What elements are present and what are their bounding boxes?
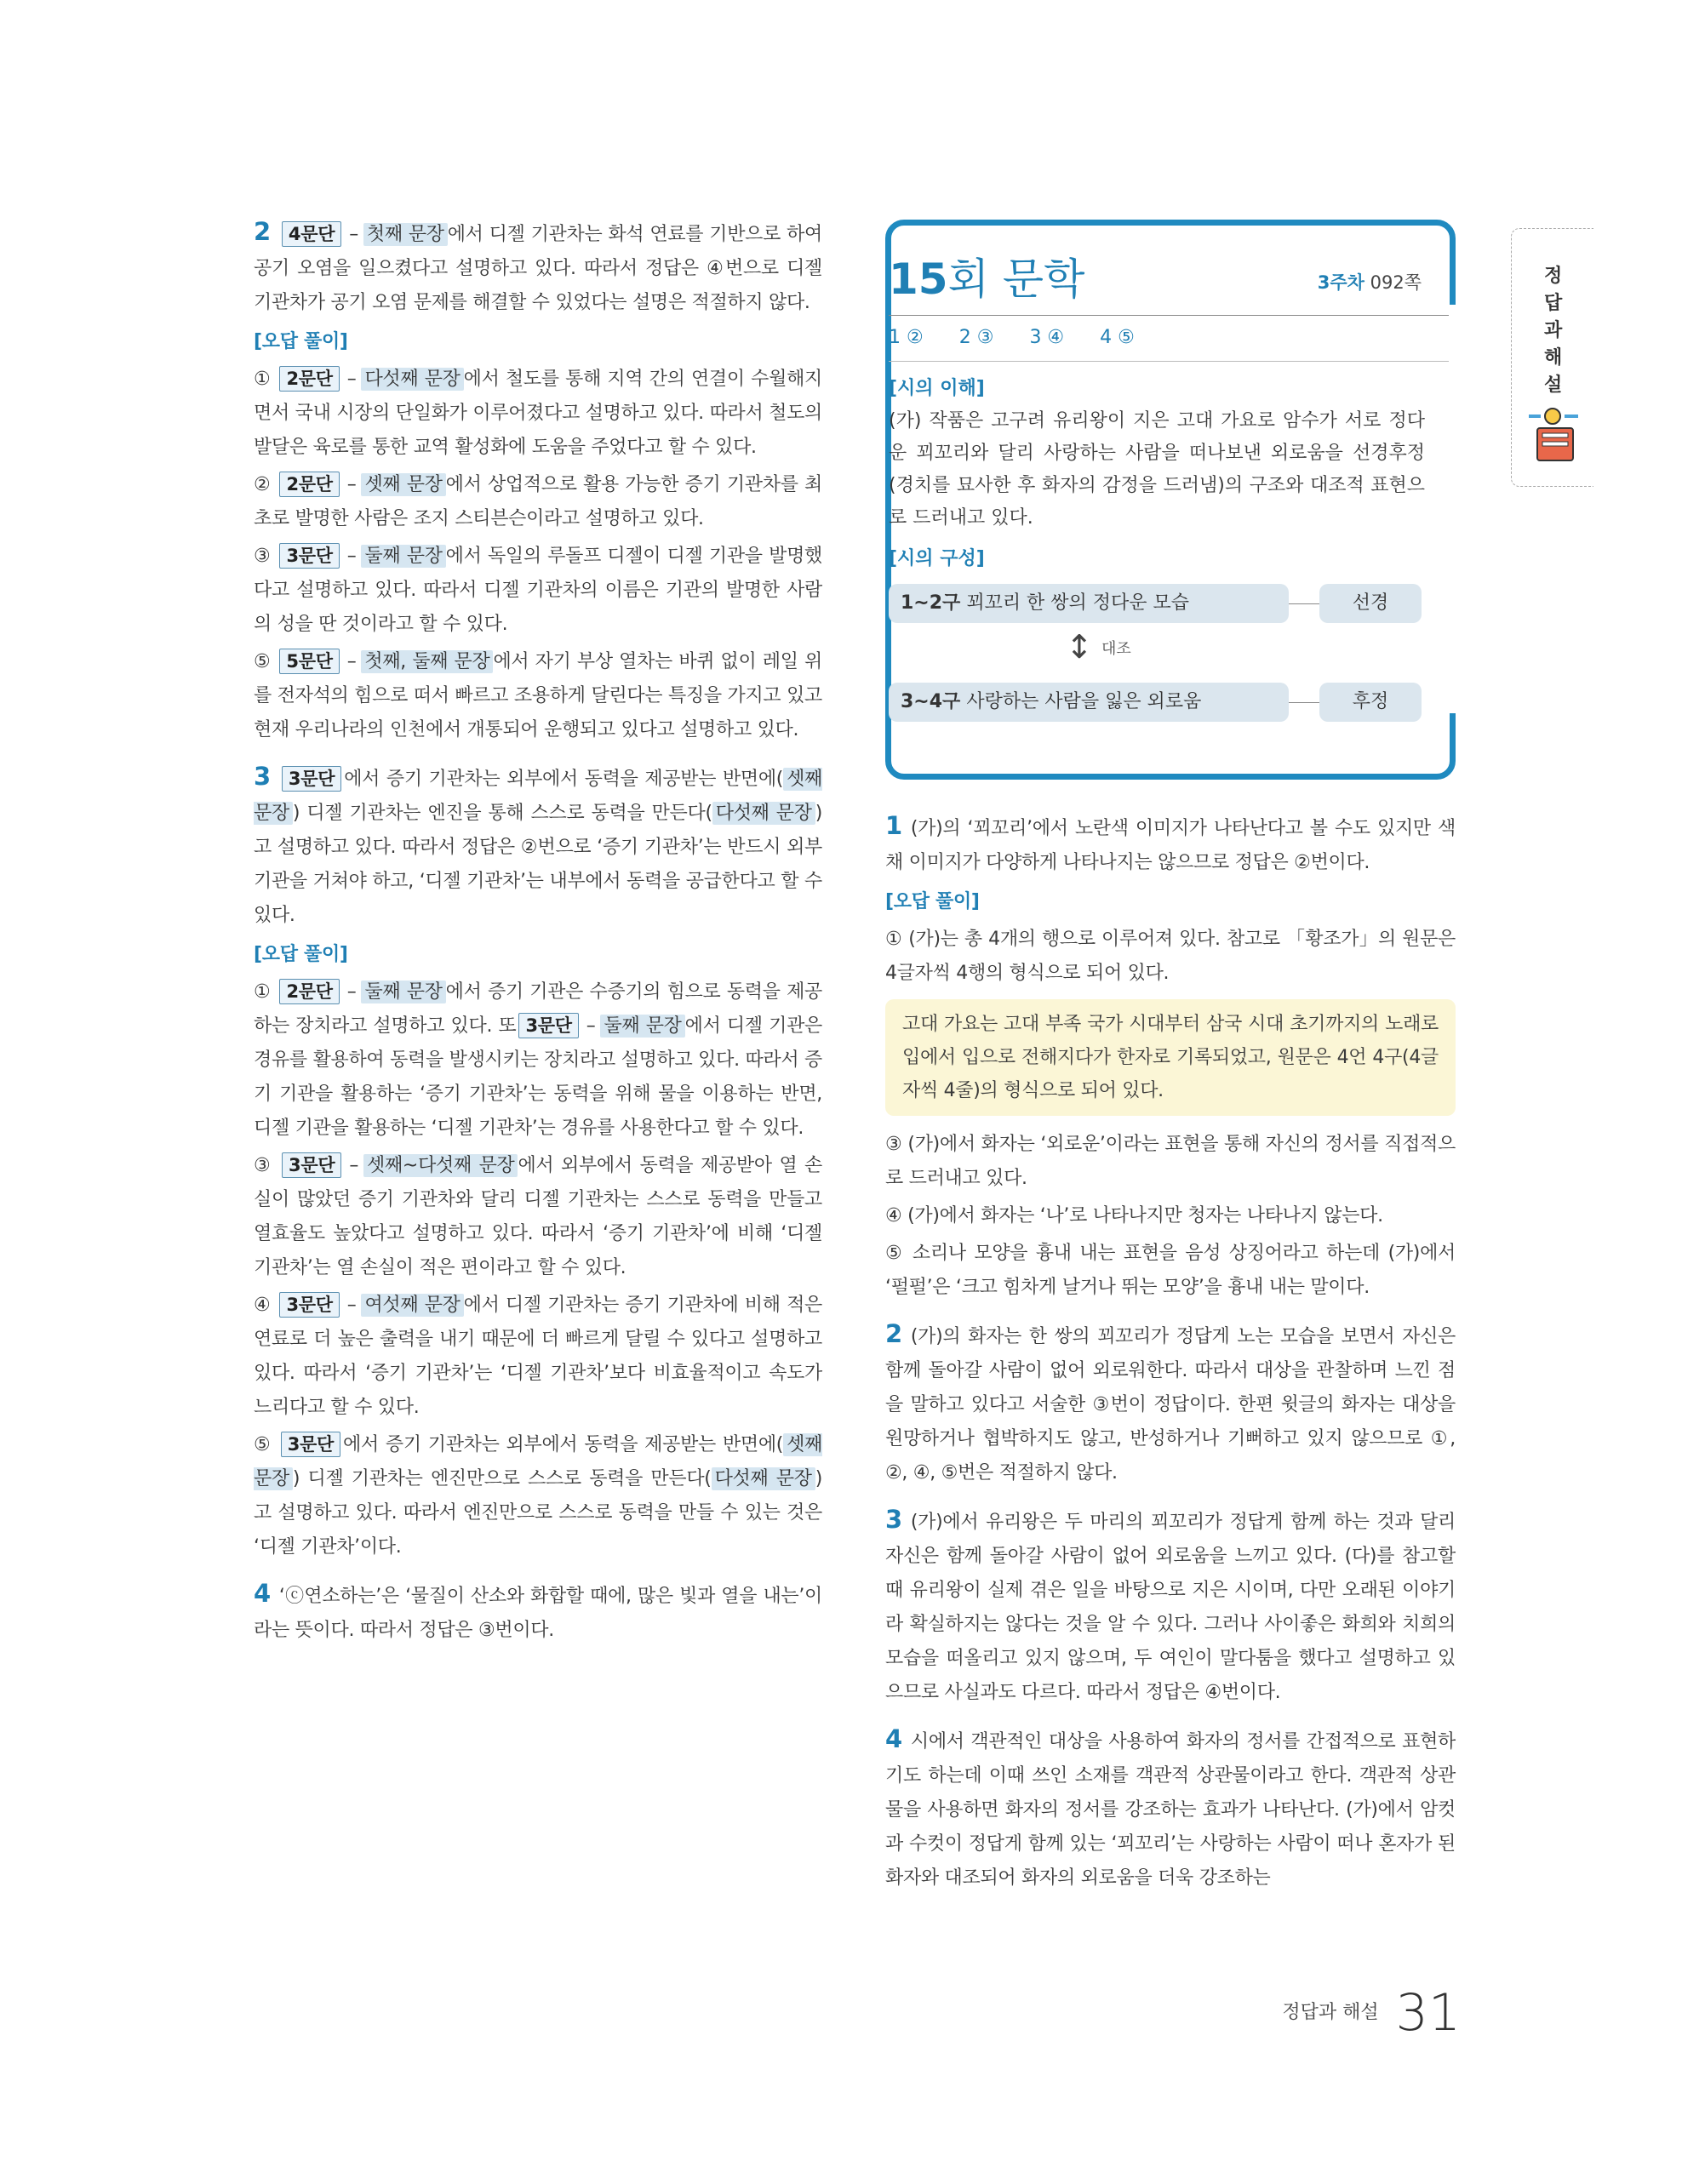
poem-understanding xyxy=(889,373,1425,575)
answer-4: 4 시에서 객관적인 대상을 사용하여 화자의 정서를 간접적으로 표현하기도 하는데 이때 쓰인 소재를 객관적 상관물이라고 한다. 객관적 상관물을 사용하면 화자의 정서를 강조하는 효과가 나타난다. (가)에서 암컷과 수컷이 정답게 함께 있는 ‘꾀꼬리’는 사랑하는 사람이 떠나 혼자가 된 화자와 대조되어 화자의 외로움을 더욱 강조하는 xyxy=(885,1724,1456,1889)
explanation-item: ① (가)는 총 4개의 행으로 이루어져 있다. 참고로 「황조가」의 원문은 4글자씩 4행의 형식으로 되어 있다. xyxy=(885,929,1456,984)
right-column xyxy=(885,809,1456,1895)
sentence-ref: 둘째 문장 xyxy=(361,981,445,1003)
section-text: (가) 작품은 고구려 유리왕이 지은 고대 가요로 암수가 서로 정다운 꾀꼬리와 달리 사랑하는 사람을 떠나보낸 외로움을 선경후정(경치를 묘사한 후 화자의 감정을 드러냄)의 구조와 대조적 표현으로 드러내고 있다. xyxy=(889,410,1425,529)
wrong-answer-heading: [오답 풀이] xyxy=(254,331,348,352)
sentence-ref: 다섯째 문장 xyxy=(712,802,815,825)
question-number: 3 xyxy=(254,762,271,791)
answer-2: 2 4문단 – 첫째 문장 에서 디젤 기관차는 화석 연료를 기반으로 하여 공기 오염을 일으켰다고 설명하고 있다. 따라서 정답은 ④번으로 디젤 기관차가 공기 오염 문제를 해결할 수 있었다는 설명은 적절하지 않다. xyxy=(254,217,822,313)
double-arrow-icon: ↕ xyxy=(1066,628,1093,666)
left-column xyxy=(254,214,822,1648)
section-heading: [시의 이해] xyxy=(889,378,985,399)
paragraph-ref: 4문단 xyxy=(282,221,341,247)
sentence-ref: 셋째 문장 xyxy=(254,769,822,824)
explanation-item: ③ 3문단 – 둘째 문장 에서 독일의 루돌프 디젤이 디젤 기관을 발명했다고 설명하고 있다. 따라서 디젤 기관차의 이름은 기관의 발명한 사람의 성을 딴 것이라고 할 수 있다. xyxy=(254,540,822,642)
explanation-item: ⑤ 3문단 에서 증기 기관차는 외부에서 동력을 제공받는 반면에( 셋째 문장 ) 디젤 기관차는 엔진만으로 스스로 동력을 만든다( 다섯째 문장 )고 설명하고 있다. 따라서 엔진만으로 스스로 동력을 만들 수 있는 것은 ‘디젤 기관차’이다. xyxy=(254,1428,822,1564)
sentence-ref: 셋째 문장 xyxy=(254,1434,822,1489)
explanation-item: ② 2문단 – 셋째 문장 에서 상업적으로 활용 가능한 증기 기관차를 최초로 발명한 사람은 조지 스티븐슨이라고 설명하고 있다. xyxy=(254,468,822,536)
sentence-ref: 둘째 문장 xyxy=(600,1015,684,1038)
paragraph-ref: 3문단 xyxy=(279,1292,339,1318)
explanation-item: ① 2문단 – 둘째 문장 에서 증기 기관은 수증기의 힘으로 동력을 제공하는 장치라고 설명하고 있다. 또 3문단 – 둘째 문장 에서 디젤 기관은 경유를 활용하여 동력을 발생시키는 장치라고 설명하고 있다. 따라서 증기 기관을 활용하는 ‘증기 기관차’는 동력을 위해 물을 이용하는 반면, 디젤 기관을 활용하는 ‘디젤 기관차’는 경유를 사용한다고 할 수 있다. xyxy=(254,975,822,1146)
answer-key xyxy=(889,317,1170,359)
question-number: 2 xyxy=(254,217,271,246)
structure-row: 3~4구 사랑하는 사람을 잃은 외로움 xyxy=(889,683,1289,722)
explanation-item: ⑤ 소리나 모양을 흉내 내는 표현을 음성 상징어라고 하는데 (가)에서 ‘펄펄’은 ‘크고 힘차게 날거나 뛰는 모양’을 흉내 내는 말이다. xyxy=(885,1243,1456,1298)
answer-3: 3 (가)에서 유리왕은 두 마리의 꾀꼬리가 정답게 함께 하는 것과 달리 자신은 함께 돌아갈 사람이 없어 외로움을 느끼고 있다. (다)를 참고할 때 유리왕이 실제 겪은 일을 바탕으로 지은 시이며, 다만 오래된 이야기라 확실하지는 않다는 것을 알 수 있다. 그러나 사이좋은 화희와 치희의 모습을 떠올리고 있지 않으며, 두 여인이 말다툼을 했다고 설명하고 있으므로 사실과도 다르다. 따라서 정답은 ④번이다. xyxy=(885,1505,1456,1703)
question-number: 1 xyxy=(885,811,902,840)
footer-label: 정답과 해설 xyxy=(1282,2002,1379,2023)
page-footer xyxy=(1282,1983,1461,2043)
explanation-item: ③ 3문단 – 셋째~다섯째 문장 에서 외부에서 동력을 제공받아 열 손실이 많았던 증기 기관차와 달리 디젤 기관차는 스스로 동력을 만들고 열효율도 높았다고 설명하고 있다. 따라서 ‘증기 기관차’에 비해 ‘디젤 기관차’는 열 손실이 적은 편이라고 할 수 있다. xyxy=(254,1149,822,1285)
week-page-ref: 3주차 092쪽 xyxy=(1317,272,1422,293)
contrast-label: 대조 xyxy=(1101,640,1131,658)
answer-4: 4 ‘ⓒ연소하는’은 ‘물질이 산소와 화합할 때에, 많은 빛과 열을 내는’이라는 뜻이다. 따라서 정답은 ③번이다. xyxy=(254,1579,822,1641)
sentence-ref: 셋째 문장 xyxy=(361,473,445,496)
paragraph-ref: 3문단 xyxy=(282,1152,341,1178)
answer-key-item: 4 ⑤ xyxy=(1100,327,1135,348)
paragraph-ref: 5문단 xyxy=(279,649,339,674)
sentence-ref: 첫째, 둘째 문장 xyxy=(361,650,493,673)
section-heading: [시의 구성] xyxy=(889,548,985,569)
paragraph-ref: 2문단 xyxy=(279,472,339,497)
paragraph-ref: 2문단 xyxy=(279,979,339,1004)
explanation-item: ⑤ 5문단 – 첫째, 둘째 문장 에서 자기 부상 열차는 바퀴 없이 레일 위를 전자석의 힘으로 떠서 빠르고 조용하게 달린다는 특징을 가지고 있고 현재 우리나라의 인천에서 개통되어 운행되고 있다고 설명하고 있다. xyxy=(254,645,822,747)
paragraph-ref: 3문단 xyxy=(281,1432,340,1457)
sentence-ref: 다섯째 문장 xyxy=(712,1467,815,1490)
page-number: 31 xyxy=(1395,1983,1461,2043)
paragraph-ref: 3문단 xyxy=(282,766,341,792)
side-tab-label: 정답과해설 xyxy=(1544,266,1563,396)
structure-tag: 선경 xyxy=(1319,584,1422,623)
answer-2: 2 (가)의 화자는 한 쌍의 꾀꼬리가 정답게 노는 모습을 보면서 자신은 함께 돌아갈 사람이 없어 외로워한다. 따라서 대상을 관찰하며 느낀 점을 말하고 있다고 서술한 ③번이 정답이다. 한편 윗글의 화자는 대상을 원망하거나 협박하지도 않고, 반성하거나 기뻐하고 있지 않으므로 ①, ②, ④, ⑤번은 적절하지 않다. xyxy=(885,1319,1456,1484)
sentence-ref: 다섯째 문장 xyxy=(361,368,463,391)
answer-1: 1 (가)의 ‘꾀꼬리’에서 노란색 이미지가 나타난다고 볼 수도 있지만 색채 이미지가 다양하게 나타나지는 않으므로 정답은 ②번이다. xyxy=(885,811,1456,873)
book-icon xyxy=(1520,397,1585,466)
sentence-ref: 첫째 문장 xyxy=(363,223,448,246)
question-number: 3 xyxy=(885,1505,902,1534)
paragraph-ref: 3문단 xyxy=(279,543,339,569)
sentence-ref: 셋째~다섯째 문장 xyxy=(363,1154,518,1177)
explanation-item: ④ (가)에서 화자는 ‘나’로 나타나지만 청자는 나타나지 않는다. xyxy=(885,1205,1383,1226)
wrong-answer-heading: [오답 풀이] xyxy=(885,891,980,912)
question-number: 4 xyxy=(254,1579,271,1608)
sentence-ref: 둘째 문장 xyxy=(361,545,445,568)
question-number: 4 xyxy=(885,1724,902,1753)
paragraph-ref: 3문단 xyxy=(518,1013,578,1038)
answer-key-item: 1 ② xyxy=(889,327,924,348)
side-tab xyxy=(1511,228,1593,487)
question-number: 2 xyxy=(885,1319,902,1348)
answer-key-item: 3 ④ xyxy=(1029,327,1065,348)
answer-3: 3 3문단 에서 증기 기관차는 외부에서 동력을 제공받는 반면에( 셋째 문장 ) 디젤 기관차는 엔진을 통해 스스로 동력을 만든다( 다섯째 문장 )고 설명하고 있다. 따라서 정답은 ②번으로 ‘증기 기관차’는 반드시 외부 기관을 거쳐야 하고, ‘디젤 기관차’는 내부에서 동력을 공급한다고 할 수 있다. xyxy=(254,762,822,926)
explanation-item: ④ 3문단 – 여섯째 문장 에서 디젤 기관차는 증기 기관차에 비해 적은 연료로 더 높은 출력을 내기 때문에 더 빠르게 달릴 수 있다고 설명하고 있다. 따라서 ‘증기 기관차’는 ‘디젤 기관차’보다 비효율적이고 속도가 느리다고 할 수 있다. xyxy=(254,1289,822,1425)
sentence-ref: 여섯째 문장 xyxy=(361,1294,463,1317)
explanation-item: ① 2문단 – 다섯째 문장 에서 철도를 통해 지역 간의 연결이 수월해지면서 국내 시장의 단일화가 이루어졌다고 설명하고 있다. 따라서 철도의 발달은 육로를 통한 교역 활성화에 도움을 주었다고 할 수 있다. xyxy=(254,363,822,465)
paragraph-ref: 2문단 xyxy=(279,366,339,392)
wrong-answer-heading: [오답 풀이] xyxy=(254,944,348,965)
panel-title: 15회 문학 xyxy=(889,254,1085,304)
structure-tag: 후정 xyxy=(1319,683,1422,722)
answer-text: 에서 디젤 기관차는 화석 연료를 기반으로 하여 공기 오염을 일으켰다고 설명하고 있다. 따라서 정답은 ④번으로 디젤 기관차가 공기 오염 문제를 해결할 수 있었다는 설명은 적절하지 않다. xyxy=(254,224,822,313)
note-box: 고대 가요는 고대 부족 국가 시대부터 삼국 시대 초기까지의 노래로 입에서 입으로 전해지다가 한자로 기록되었고, 원문은 4언 4구(4글자씩 4줄)의 형식으로 되어 있다. xyxy=(885,999,1456,1116)
summary-panel xyxy=(885,220,1456,781)
structure-row: 1~2구 꾀꼬리 한 쌍의 정다운 모습 xyxy=(889,584,1289,623)
answer-key-item: 2 ③ xyxy=(958,327,994,348)
explanation-item: ③ (가)에서 화자는 ‘외로운’이라는 표현을 통해 자신의 정서를 직접적으로 드러내고 있다. xyxy=(885,1134,1456,1189)
